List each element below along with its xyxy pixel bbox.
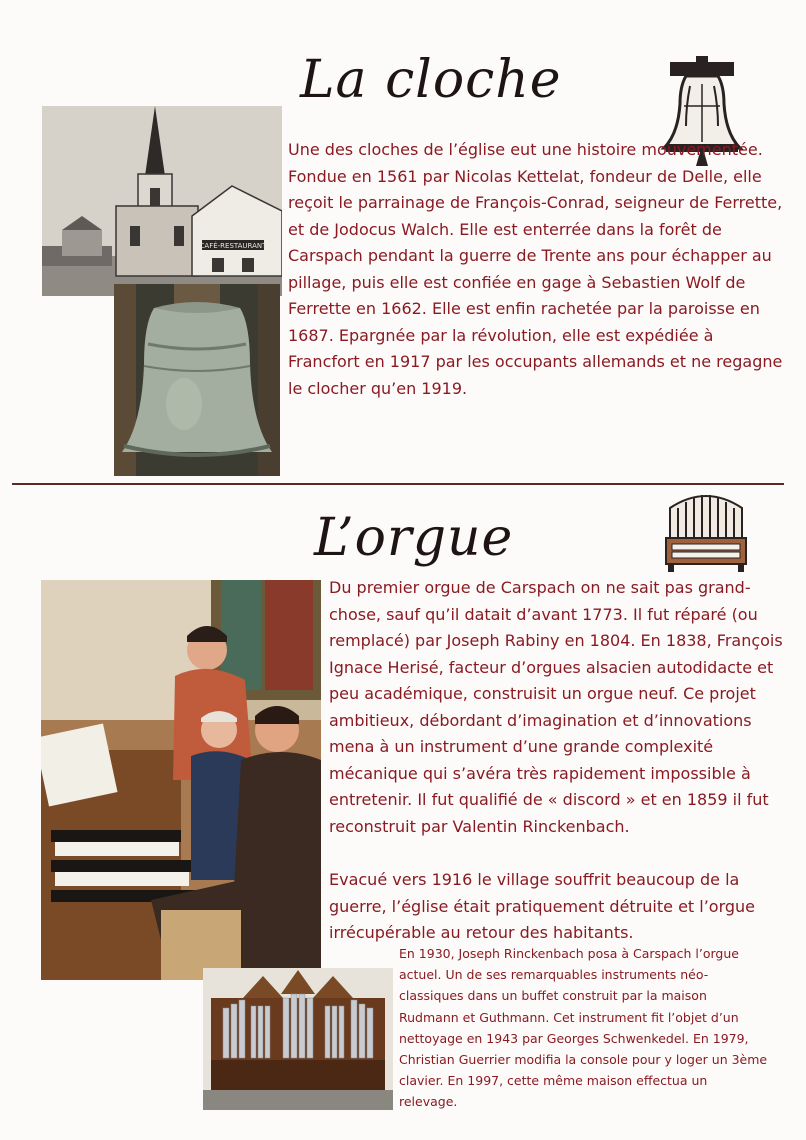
- organists-photo: [41, 580, 321, 980]
- cloche-text: Une des cloches de l’église eut une histoire mouvementée. Fondue en 1561 par Nicolas Kettelat, fondeur de Delle, elle reçoit le parrainage de François-Conrad, seigneur de Ferrette, et de Jodocus Walch. Elle est enterrée dans la forêt de Carspach pendant la guerre de Trente ans pour échapper au pillage, puis elle est confiée en gage à Sebastien Wolf de Ferrette en 1662. Elle est enfin rachetée par la paroisse en 1687. Epargnée par la révolution, elle est expédiée à Francfort en 1917 par les occupants allemands et ne regagne le clocher qu’en 1919.: [288, 140, 783, 398]
- orgue-text-3: En 1930, Joseph Rinckenbach posa à Carspach l’orgue actuel. Un de ses remarquables instruments néo-classiques dans un buffet construit par la maison Rudmann et Guthmann. Cet instrument fit l’objet d’un nettoyage en 1943 par Georges Schwenkedel. En 1979, Christian Guerrier modifia la console pour y loger un 3ème clavier. En 1997, cette même maison effectua un relevage.: [399, 946, 768, 1110]
- organ-icon: [664, 490, 748, 572]
- orgue-title: L’orgue: [314, 508, 514, 568]
- bell-photo: [114, 284, 280, 476]
- orgue-text-2: Evacué vers 1916 le village souffrit beaucoup de la guerre, l’église était pratiquement détruite et l’orgue irrécupérable au retour des habitants.: [329, 870, 756, 942]
- section-divider: [12, 483, 784, 485]
- cafe-sign: CAFÉ-RESTAURANT: [199, 242, 267, 250]
- orgue-text-1: Du premier orgue de Carspach on ne sait pas grand-chose, sauf qu’il datait d’avant 1773. Il fut réparé (ou remplacé) par Joseph Rabiny en 1804. En 1838, François Ignace Herisé, facteur d’orgues alsacien autodidacte et peu académique, construisit un orgue neuf. Ce projet ambitieux, débordant d’imagination et d’innovations mena à un instrument d’une grande complexité mécanique qui s’avéra très rapidement impossible à entretenir. Il fut qualifié de « discord » et en 1859 il fut reconstruit par Valentin Rinckenbach.: [329, 578, 783, 836]
- church-photo: [42, 106, 282, 296]
- cloche-title: La cloche: [300, 50, 562, 110]
- organ-pipes-photo: [203, 968, 393, 1110]
